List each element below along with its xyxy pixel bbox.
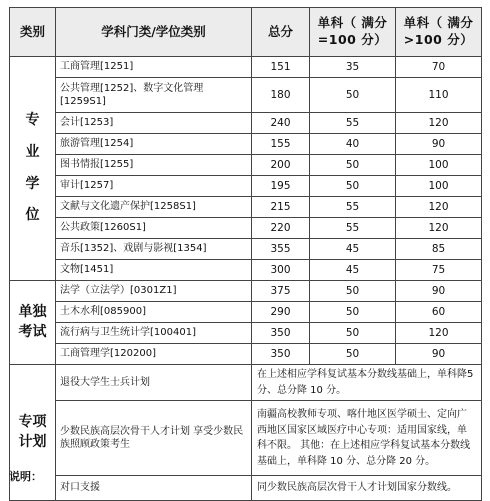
program-name: 会计[1253] [56,113,252,134]
single-100-score: 50 [310,78,396,113]
total-score: 350 [252,344,310,365]
category-special-plan: 专项计划 [10,365,56,501]
table-row [10,78,482,113]
program-name: 流行病与卫生统计学[100401] [56,323,252,344]
table-row [10,323,482,344]
table-row [10,260,482,281]
category-professional [10,57,56,281]
program-name: 公共政策[1260S1] [56,218,252,239]
policy-text: 在上述相应学科复试基本分数线基础上，单科降5 分、总分降 10 分。 [252,365,482,401]
single-over-100-score: 90 [396,344,482,365]
program-name: 文献与文化遗产保护[1258S1] [56,197,252,218]
category-label [14,111,51,225]
total-score: 220 [252,218,310,239]
table-row [10,197,482,218]
header-single-over-100: 单科（ 满分>100 分） [396,8,482,57]
header-single-100: 单科（ 满分=100 分） [310,8,396,57]
single-over-100-score: 90 [396,134,482,155]
single-100-score: 50 [310,344,396,365]
total-score: 350 [252,323,310,344]
total-score: 300 [252,260,310,281]
single-100-score: 55 [310,197,396,218]
policy-text: 同少数民族高层次骨干人才计划国家分数线。 [252,476,482,501]
single-over-100-score: 110 [396,78,482,113]
total-score: 355 [252,239,310,260]
header-program: 学科门类/学位类别 [56,8,252,57]
table-row [10,365,482,401]
category-char: 业 [25,143,40,160]
note-label: 说明： [9,470,42,483]
category-char: 专 [25,112,40,129]
single-over-100-score: 120 [396,323,482,344]
table-row [10,218,482,239]
header-row [10,8,482,57]
single-over-100-score: 85 [396,239,482,260]
total-score: 290 [252,302,310,323]
program-name: 音乐[1352]、戏剧与影视[1354] [56,239,252,260]
total-score: 375 [252,281,310,302]
total-score: 240 [252,113,310,134]
program-name: 退役大学生士兵计划 [56,365,252,401]
total-score: 155 [252,134,310,155]
single-100-score: 35 [310,57,396,78]
total-score: 195 [252,176,310,197]
category-char: 位 [25,207,40,224]
table-row [10,476,482,501]
total-score: 200 [252,155,310,176]
total-score: 180 [252,78,310,113]
table-row [10,113,482,134]
total-score: 151 [252,57,310,78]
single-100-score: 50 [310,302,396,323]
single-100-score: 55 [310,113,396,134]
header-category: 类别 [10,8,56,57]
program-name: 对口支援 [56,476,252,501]
program-name: 图书情报[1255] [56,155,252,176]
single-100-score: 50 [310,176,396,197]
program-name: 土木水利[085900] [56,302,252,323]
table-row [10,134,482,155]
program-name: 工商管理学[120200] [56,344,252,365]
single-over-100-score: 75 [396,260,482,281]
single-100-score: 50 [310,281,396,302]
program-name: 工商管理[1251] [56,57,252,78]
score-table [9,7,482,501]
table-row [10,281,482,302]
single-over-100-score: 120 [396,113,482,134]
single-over-100-score: 70 [396,57,482,78]
program-name: 审计[1257] [56,176,252,197]
single-over-100-score: 100 [396,155,482,176]
category-separate-exam: 单独考试 [10,281,56,365]
category-char: 学 [25,175,40,192]
program-name: 少数民族高层次骨干人才计划 享受少数民族照顾政策考生 [56,401,252,476]
header-total: 总分 [252,8,310,57]
single-100-score: 45 [310,260,396,281]
single-over-100-score: 100 [396,176,482,197]
single-over-100-score: 60 [396,302,482,323]
table-row [10,155,482,176]
total-score: 215 [252,197,310,218]
table-row [10,176,482,197]
program-name: 法学（立法学）[0301Z1] [56,281,252,302]
program-name: 公共管理[1252]、数字文化管理[1259S1] [56,78,252,113]
program-name: 文物[1451] [56,260,252,281]
table-row [10,344,482,365]
single-100-score: 50 [310,155,396,176]
table-row [10,57,482,78]
single-over-100-score: 120 [396,218,482,239]
table-row [10,239,482,260]
single-over-100-score: 90 [396,281,482,302]
table-row [10,401,482,476]
table-row [10,302,482,323]
single-100-score: 45 [310,239,396,260]
single-100-score: 55 [310,218,396,239]
single-100-score: 50 [310,323,396,344]
program-name: 旅游管理[1254] [56,134,252,155]
score-table-wrapper [9,7,481,501]
single-100-score: 40 [310,134,396,155]
policy-text: 南疆高校教师专项、喀什地区医学硕士、定向广西地区国家区域医疗中心专项：适用国家线，单科不限。 其他：在上述相应学科复试基本分数线基础上，单科降 10 分、总分降 20 分。 [252,401,482,476]
single-over-100-score: 120 [396,197,482,218]
